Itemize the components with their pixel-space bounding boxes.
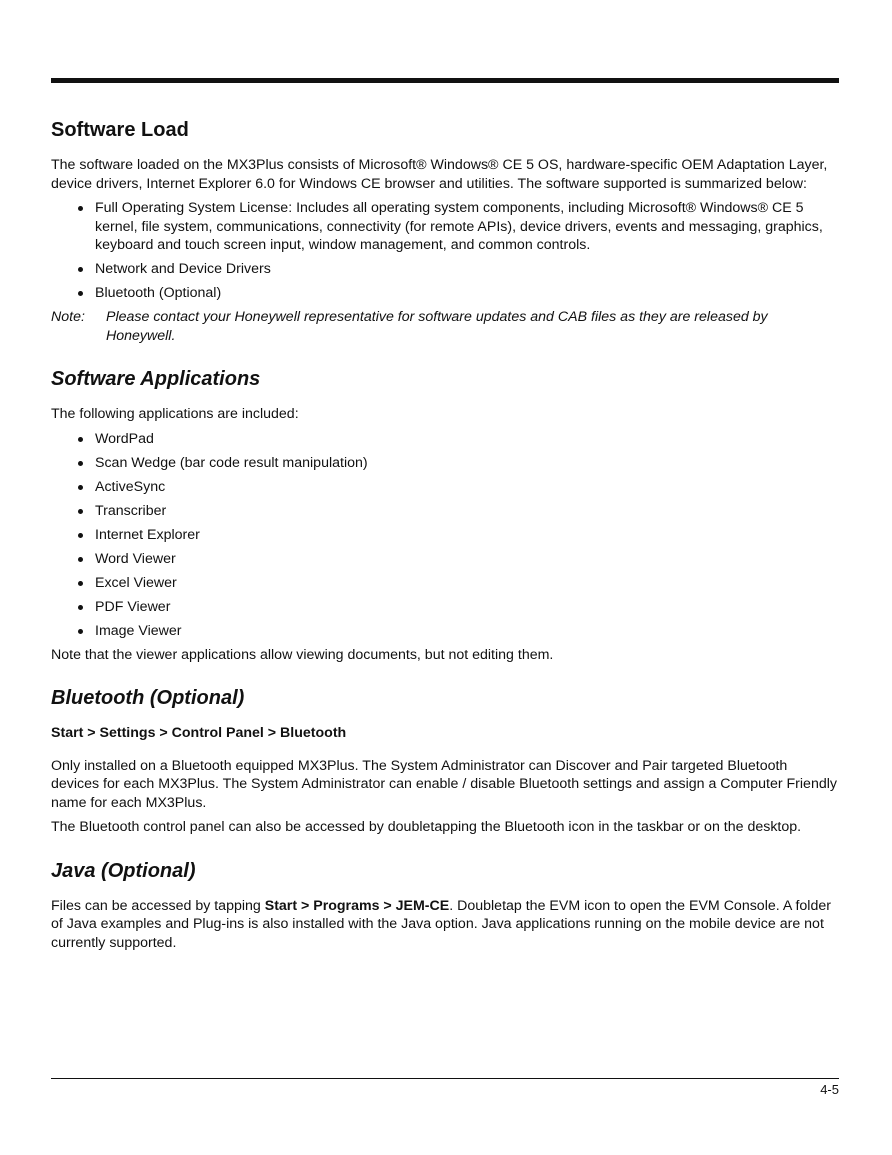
java-section [51, 859, 839, 953]
bluetooth-section [51, 686, 839, 837]
note-text: Please contact your Honeywell representative for software updates and CAB files as they are released by Honeywell. [106, 309, 768, 344]
bluetooth-nav-path: Start > Settings > Control Panel > Bluetooth [51, 725, 347, 741]
software-applications-section [51, 367, 839, 664]
bluetooth-paragraph-2: The Bluetooth control panel can also be accessed by doubletapping the Bluetooth icon in the taskbar or on the desktop. [51, 819, 802, 835]
page-number: 4-5 [820, 1082, 839, 1097]
software-applications-closing: Note that the viewer applications allow viewing documents, but not editing them. [51, 646, 554, 663]
footer-rule [51, 1078, 839, 1079]
list-item: PDF Viewer [95, 598, 839, 617]
software-load-section [51, 118, 839, 345]
list-item: Transcriber [95, 502, 839, 521]
software-load-note [51, 308, 839, 345]
list-item: Scan Wedge (bar code result manipulation) [95, 454, 839, 473]
software-load-heading: Software Load [51, 119, 189, 141]
software-load-intro: The software loaded on the MX3Plus consists of Microsoft® Windows® CE 5 OS, hardware-specific OEM Adaptation Layer, device drivers, Internet Explorer 6.0 for Windows CE browser and utilities. The software supported is summarized below: [51, 157, 828, 192]
java-nav-path: Start > Programs > JEM-CE [264, 897, 450, 914]
note-label: Note: [51, 309, 85, 325]
list-item: Image Viewer [95, 622, 839, 641]
java-heading: Java (Optional) [51, 859, 196, 882]
list-item: Bluetooth (Optional) [95, 284, 839, 303]
list-item: Internet Explorer [95, 526, 839, 545]
bluetooth-heading: Bluetooth (Optional) [51, 687, 245, 709]
software-load-list [51, 199, 839, 303]
java-paragraph [51, 897, 839, 953]
list-item: Full Operating System License: Includes all operating system components, including Microsoft® Windows® CE 5 kernel, file system, communications, connectivity (for remote APIs), device drivers, events and messaging, graphics, keyboard and touch screen input, window management, and common controls. [95, 199, 839, 255]
list-item: Excel Viewer [95, 574, 839, 593]
list-item: Word Viewer [95, 550, 839, 569]
java-text-before: Files can be accessed by tapping [51, 897, 265, 914]
software-applications-heading: Software Applications [51, 368, 261, 390]
list-item: Network and Device Drivers [95, 260, 839, 279]
list-item: ActiveSync [95, 478, 839, 497]
header-rule [51, 78, 839, 83]
java-text-after: . Doubletap the EVM icon to open the EVM Console. A folder of Java examples and Plug-ins is also installed with the Java option. Java applications running on the mobile device are not currently supported. [51, 897, 831, 951]
page-content [51, 112, 839, 958]
list-item: WordPad [95, 430, 839, 449]
software-applications-intro: The following applications are included: [51, 406, 299, 422]
bluetooth-paragraph-1: Only installed on a Bluetooth equipped MX3Plus. The System Administrator can Discover and Pair targeted Bluetooth devices for each MX3Plus. The System Administrator can enable / disable Bluetooth settings and assign a Computer Friendly name for each MX3Plus. [51, 757, 837, 811]
software-applications-list [51, 430, 839, 641]
